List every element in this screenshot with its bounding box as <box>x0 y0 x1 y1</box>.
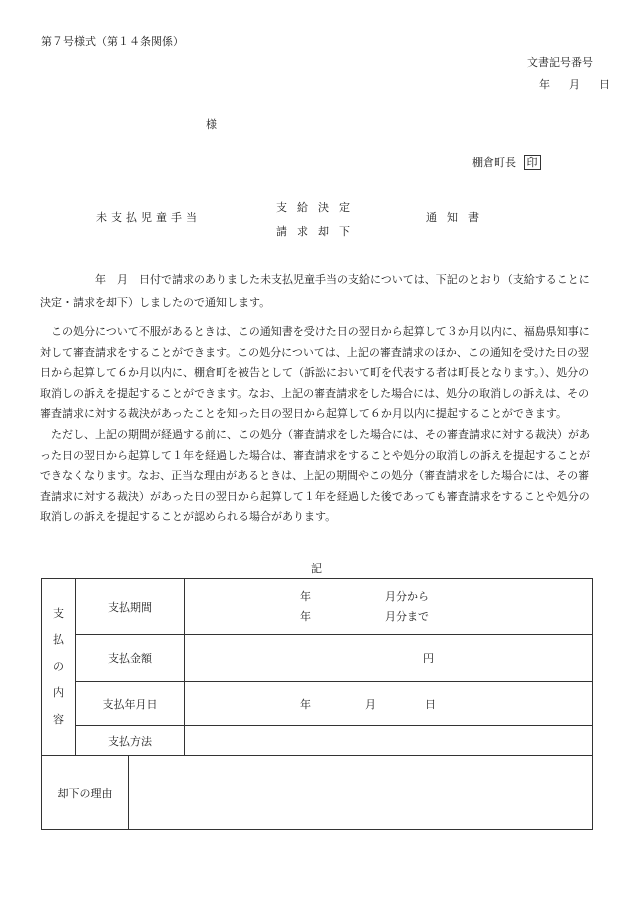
title-notice: 通知書 <box>426 211 489 224</box>
period-to-year: 年 <box>300 610 311 623</box>
reject-reason-value <box>129 756 593 830</box>
method-label: 支払方法 <box>76 726 185 756</box>
amount-label: 支払金額 <box>76 635 185 682</box>
date-value <box>185 682 593 726</box>
period-from-year: 年 <box>300 590 311 603</box>
intro-paragraph <box>40 268 598 314</box>
period-to-month: 月分まで <box>385 610 429 623</box>
payment-content-label <box>42 579 76 756</box>
issuer-name: 棚倉町長 <box>472 156 516 169</box>
period-from-month: 月分から <box>385 590 429 603</box>
title-option-reject: 請求却下 <box>276 225 360 238</box>
date-month: 月 <box>365 698 376 711</box>
amount-unit: 円 <box>423 652 434 665</box>
seal-stamp: 印 <box>524 155 541 170</box>
reject-reason-label: 却下の理由 <box>42 756 129 830</box>
group-char: 容 <box>53 712 64 726</box>
title-subject: 未支払児童手当 <box>96 211 201 224</box>
date-row <box>42 682 593 726</box>
period-label: 支払期間 <box>76 579 185 635</box>
ki-heading: 記 <box>311 562 322 575</box>
addressee-suffix: 様 <box>206 118 217 131</box>
group-char: 支 <box>53 606 64 620</box>
payment-details-table <box>41 578 593 830</box>
appeal-notice <box>40 322 598 528</box>
appeal-paragraph-1: この処分について不服があるときは、この通知書を受けた日の翌日から起算して３か月以内に、福島県知事に対して審査請求をすることができます。この処分については、上記の審査請求のほか、この通知を受けた日の翌日から起算して６か月以内に、棚倉町を被告として（訴訟において町を代表する者は町長となります。）、処分の取消しの訴えを提起することができます。なお、上記の審査請求をした場合には、処分の取消しの訴えは、その審査請求に対する裁決があったことを知った日の翌日から起算して６か月以内に提起することができます。 <box>40 325 590 421</box>
issuer-block <box>472 155 541 170</box>
document-number: 文書記号番号 <box>527 56 593 69</box>
group-char: 払 <box>53 633 64 647</box>
amount-row <box>42 635 593 682</box>
form-id: 第７号様式（第１４条関係） <box>41 35 184 48</box>
issue-date: 年 月 日 <box>539 78 614 91</box>
group-char: の <box>53 659 64 673</box>
group-char: 内 <box>53 686 64 700</box>
intro-text: 年 月 日付で請求のありました未支払児童手当の支給については、下記のとおり（支給することに決定・請求を却下）しましたので通知します。 <box>40 273 590 309</box>
title-option-decide: 支給決定 <box>276 201 360 214</box>
appeal-paragraph-2: ただし、上記の期間が経過する前に、この処分（審査請求をした場合には、その審査請求に対する裁決）があった日の翌日から起算して１年を経過した場合は、審査請求をすることや処分の取消しの訴えを提起することができなくなります。なお、正当な理由があるときは、上記の期間やこの処分（審査請求をした場合には、その審査請求に対する裁決）があった日の翌日から起算して１年を経過した後であっても審査請求をすることや処分の取消しの訴えを提起することが認められる場合があります。 <box>40 427 590 524</box>
date-label: 支払年月日 <box>76 682 185 726</box>
amount-value <box>185 635 593 682</box>
date-year: 年 <box>300 698 311 711</box>
period-row <box>42 579 593 635</box>
reject-row <box>42 756 593 830</box>
period-value <box>185 579 593 635</box>
method-row <box>42 726 593 756</box>
date-day: 日 <box>425 698 436 711</box>
method-value <box>185 726 593 756</box>
